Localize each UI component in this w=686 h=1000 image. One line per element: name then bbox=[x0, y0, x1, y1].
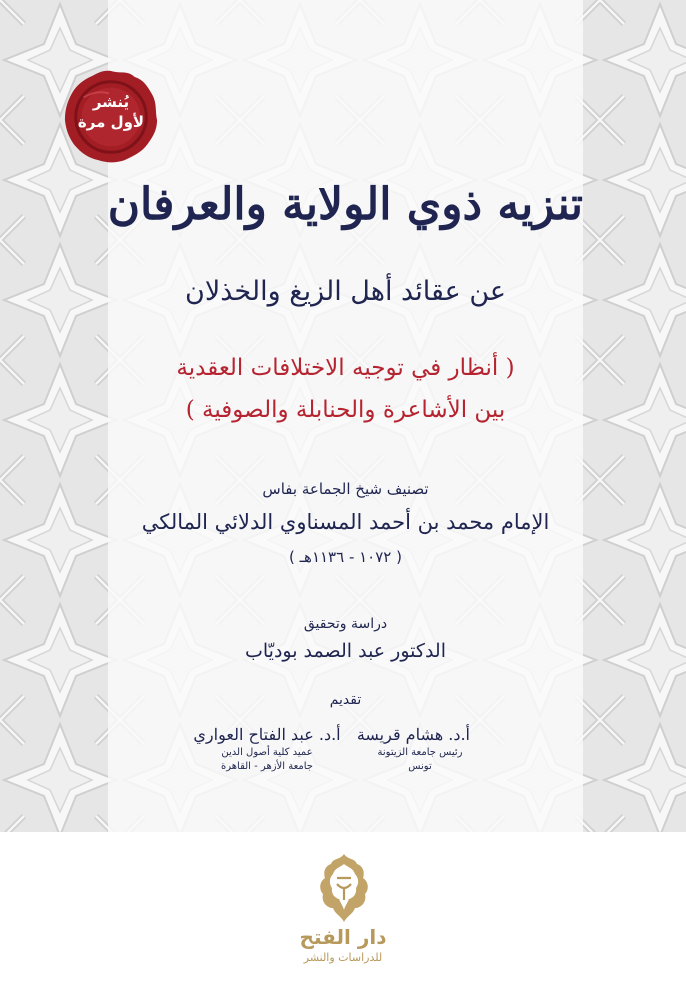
author-years: ( ١٠٧٢ - ١١٣٦هـ ) bbox=[289, 548, 402, 566]
book-subtitle: عن عقائد أهل الزيغ والخذلان bbox=[185, 276, 506, 307]
introducer-2-name: أ.د. عبد الفتاح العواري bbox=[193, 725, 341, 744]
introducer-2-place: جامعة الأزهر - القاهرة bbox=[221, 761, 313, 772]
publisher-name: دار الفتح bbox=[299, 925, 387, 949]
introducer-2-role: عميد كلية أصول الدين bbox=[221, 747, 313, 758]
introducer-2 bbox=[192, 724, 342, 774]
study-label: دراسة وتحقيق bbox=[303, 616, 388, 632]
introducer-1 bbox=[356, 724, 470, 774]
author-name: الإمام محمد بن أحمد المسناوي الدلائي المالكي bbox=[141, 510, 550, 534]
introduction-label: تقديم bbox=[329, 692, 362, 708]
first-publication-badge bbox=[62, 92, 160, 132]
introducer-1-place: تونس bbox=[408, 761, 432, 772]
introducer-1-role: رئيس جامعة الزيتونة bbox=[377, 747, 463, 758]
publisher-block bbox=[243, 924, 443, 966]
publisher-tagline: للدراسات والنشر bbox=[303, 951, 383, 964]
study-editor-name: الدكتور عبد الصمد بوديّاب bbox=[244, 640, 446, 662]
badge-line2: لأول مرة bbox=[77, 113, 145, 131]
topic-line-2: بين الأشاعرة والحنابلة والصوفية ) bbox=[185, 397, 506, 423]
badge-line1: يُنشر bbox=[92, 93, 130, 111]
book-title: تنزيه ذوي الولاية والعرفان bbox=[107, 179, 583, 230]
topic-line-1: ( أنظار في توجيه الاختلافات العقدية bbox=[176, 355, 515, 381]
author-label: تصنيف شيخ الجماعة بفاس bbox=[262, 480, 429, 498]
publisher-logo-icon bbox=[315, 852, 373, 926]
introducer-1-name: أ.د. هشام قريسة bbox=[356, 725, 470, 744]
